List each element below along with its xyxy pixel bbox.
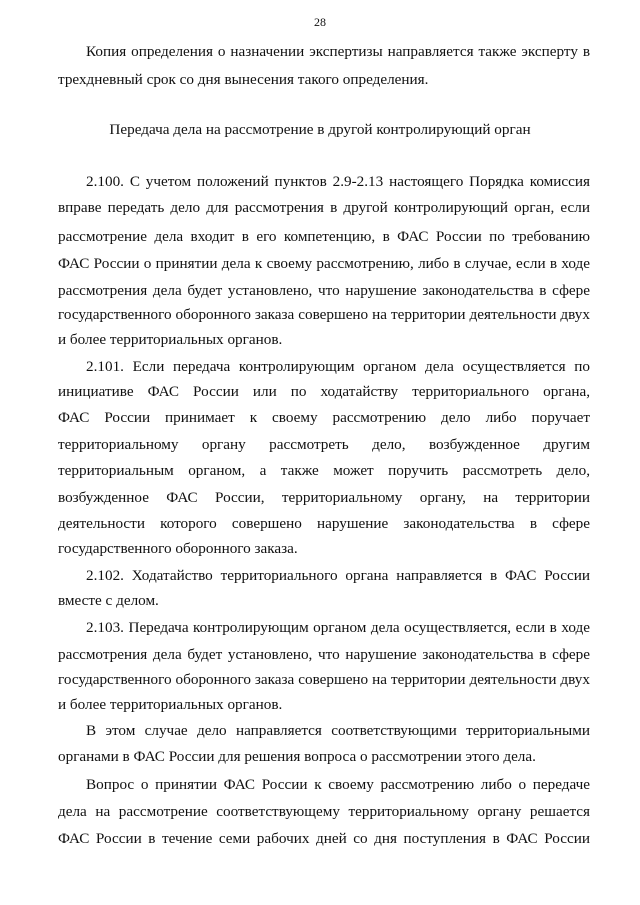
paragraph-line: ФАС России в течение семи рабочих дней со дня поступления в ФАС России bbox=[58, 830, 590, 847]
paragraph-line: возбужденное ФАС России, территориальному органу, на территории bbox=[58, 489, 590, 506]
paragraph-line: В этом случае дело направляется соответствующими территориальными bbox=[86, 722, 590, 739]
paragraph-line: 2.100. С учетом положений пунктов 2.9-2.13 настоящего Порядка комиссия bbox=[86, 173, 590, 190]
paragraph-line: 2.103. Передача контролирующим органом дела осуществляется, если в ходе bbox=[86, 619, 590, 636]
paragraph-line: рассмотрения дела будет установлено, что нарушение законодательства в сфере bbox=[58, 282, 590, 299]
paragraph-line: дела на рассмотрение соответствующему территориальному органу решается bbox=[58, 803, 590, 820]
section-heading: Передача дела на рассмотрение в другой контролирующий орган bbox=[109, 121, 531, 138]
paragraph-line: Копия определения о назначении экспертизы направляется также эксперту в bbox=[86, 43, 590, 60]
paragraph-line: ФАС России принимает к своему рассмотрению дело либо поручает bbox=[58, 409, 590, 426]
paragraph-line: вместе с делом. bbox=[58, 592, 159, 609]
paragraph-line: трехдневный срок со дня вынесения такого определения. bbox=[58, 71, 429, 88]
paragraph-line: государственного оборонного заказа. bbox=[58, 540, 298, 557]
paragraph-line: рассмотрение дела входит в его компетенцию, в ФАС России по требованию bbox=[58, 228, 590, 245]
paragraph-line: Вопрос о принятии ФАС России к своему рассмотрению либо о передаче bbox=[86, 776, 590, 793]
paragraph-line: вправе передать дело для рассмотрения в другой контролирующий орган, если bbox=[58, 199, 590, 216]
paragraph-line: деятельности которого совершено нарушение законодательства в сфере bbox=[58, 515, 590, 532]
paragraph-line: рассмотрения дела будет установлено, что нарушение законодательства в сфере bbox=[58, 646, 590, 663]
paragraph-line: инициативе ФАС России или по ходатайству территориального органа, bbox=[58, 383, 590, 400]
paragraph-line: и более территориальных органов. bbox=[58, 696, 283, 713]
paragraph-line: органами в ФАС России для решения вопроса о рассмотрении этого дела. bbox=[58, 748, 536, 765]
paragraph-line: государственного оборонного заказа совершено на территории деятельности двух bbox=[58, 306, 590, 323]
paragraph-line: и более территориальных органов. bbox=[58, 331, 283, 348]
paragraph-line: 2.101. Если передача контролирующим органом дела осуществляется по bbox=[86, 358, 590, 375]
paragraph-line: территориальным органом, а также может поручить рассмотреть дело, bbox=[58, 462, 590, 479]
page-number: 28 bbox=[314, 15, 326, 29]
paragraph-line: 2.102. Ходатайство территориального органа направляется в ФАС России bbox=[86, 567, 590, 584]
paragraph-line: ФАС России о принятии дела к своему рассмотрению, либо в случае, если в ходе bbox=[58, 255, 590, 272]
paragraph-line: территориальному органу рассмотреть дело, возбужденное другим bbox=[58, 436, 590, 453]
paragraph-line: государственного оборонного заказа совершено на территории деятельности двух bbox=[58, 671, 590, 688]
